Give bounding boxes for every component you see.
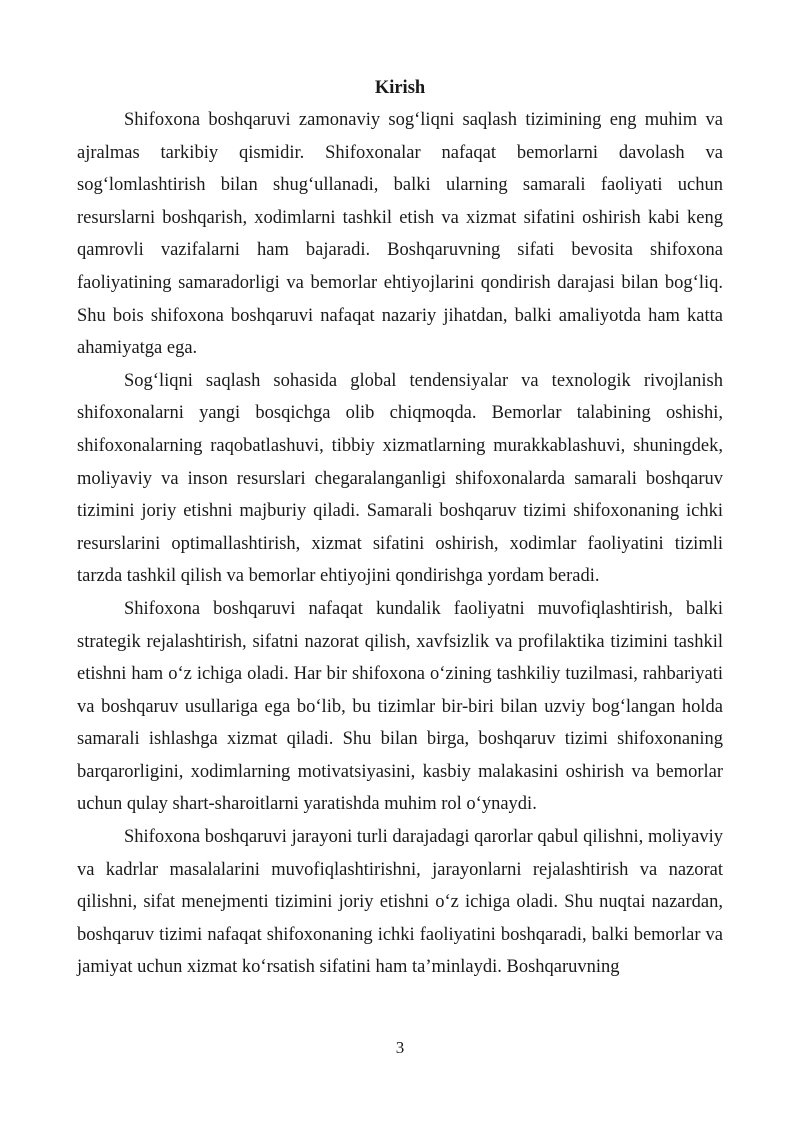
paragraph-2: Sog‘liqni saqlash sohasida global tendensiyalar va texnologik rivojlanish shifoxonalarni yangi bosqichga olib chiqmoqda. Bemorlar talabining oshishi, shifoxonalarning raqobatlashuvi, tibbiy xizmatlarning murakkablashuvi, shuningdek, moliyaviy va inson resurslari chegaralanganligi shifoxonalarda samarali boshqaruv tizimini joriy etishni majburiy qiladi. Samarali boshqaruv tizimi shifoxonaning ichki resurslarini optimallashtirish, xizmat sifatini oshirish, xodimlar faoliyatini tizimli tarzda tashkil qilish va bemorlar ehtiyojini qondirishga yordam beradi. — [77, 370, 723, 587]
page-number: 3 — [395, 1038, 405, 1057]
body-text — [77, 104, 723, 984]
paragraph-4: Shifoxona boshqaruvi jarayoni turli darajadagi qarorlar qabul qilishni, moliyaviy va kadrlar masalalarini muvofiqlashtirishni, jarayonlarni rejalashtirish va nazorat qilishni, sifat menejmenti tizimini joriy etishni o‘z ichiga oladi. Shu nuqtai nazardan, boshqaruv tizimi nafaqat shifoxonaning ichki faoliyatini boshqaradi, balki bemorlar va jamiyat uchun xizmat ko‘rsatish sifatini ham ta’minlaydi. Boshqaruvning — [77, 827, 723, 978]
paragraph-1: Shifoxona boshqaruvi zamonaviy sog‘liqni saqlash tizimining eng muhim va ajralmas tarkibiy qismidir. Shifoxonalar nafaqat bemorlarni davolash va sog‘lomlashtirish bilan shug‘ullanadi, balki ularning samarali faoliyati uchun resurslarni boshqarish, xodimlarni tashkil etish va xizmat sifatini oshirish kabi keng qamrovli vazifalarni ham bajaradi. Boshqaruvning sifati bevosita shifoxona faoliyatining samaradorligi va bemorlar ehtiyojlarini qondirish darajasi bilan bog‘liq. Shu bois shifoxona boshqaruvi nafaqat nazariy jihatdan, balki amaliyotda ham katta ahamiyatga ega. — [77, 110, 723, 359]
section-heading: Kirish — [374, 78, 426, 98]
paragraph-3: Shifoxona boshqaruvi nafaqat kundalik faoliyatni muvofiqlashtirish, balki strategik rejalashtirish, sifatni nazorat qilish, xavfsizlik va profilaktika tizimini tashkil etishni ham o‘z ichiga oladi. Har bir shifoxona o‘zining tashkiliy tuzilmasi, rahbariyati va boshqaruv usullariga ega bo‘lib, bu tizimlar bir-biri bilan uzviy bog‘langan holda samarali ishlashga xizmat qiladi. Shu bilan birga, boshqaruv tizimi shifoxonaning barqarorligini, xodimlarning motivatsiyasini, kasbiy malakasini oshirish va bemorlar uchun qulay shart-sharoitlarni yaratishda muhim rol o‘ynaydi. — [77, 598, 723, 815]
